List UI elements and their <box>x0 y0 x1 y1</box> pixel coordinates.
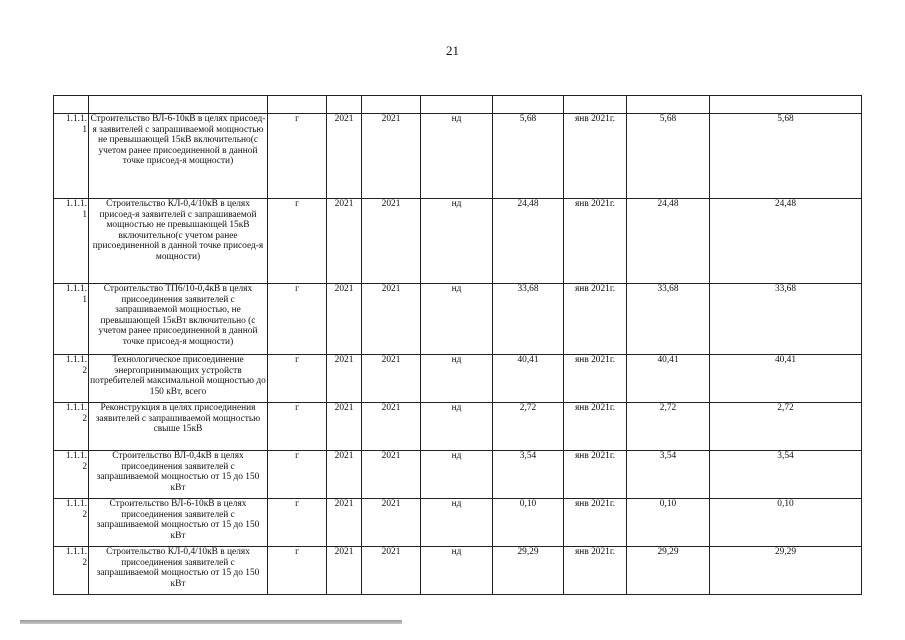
row-code: 1.1.1. 1 <box>54 114 89 199</box>
row-status: нд <box>421 451 493 499</box>
row-year-end: 2021 <box>362 499 421 547</box>
row-code: 1.1.1. 2 <box>54 403 89 451</box>
header-cell <box>362 96 421 114</box>
table-header-row <box>54 96 862 114</box>
table-row <box>54 403 862 451</box>
row-date: янв 2021г. <box>564 199 627 284</box>
header-cell <box>268 96 327 114</box>
row-amount-3: 29,29 <box>710 547 862 595</box>
row-amount-2: 5,68 <box>627 114 710 199</box>
row-code: 1.1.1. 1 <box>54 199 89 284</box>
table-row <box>54 114 862 199</box>
row-date: янв 2021г. <box>564 403 627 451</box>
investment-table <box>53 95 862 595</box>
row-code: 1.1.1. 1 <box>54 284 89 355</box>
row-year-end: 2021 <box>362 199 421 284</box>
row-name: Реконструкция в целях присоединения заявителей с запрашиваемой мощностью свыше 15кВ <box>89 403 268 451</box>
row-date: янв 2021г. <box>564 114 627 199</box>
row-amount-3: 3,54 <box>710 451 862 499</box>
row-year-end: 2021 <box>362 403 421 451</box>
row-letter: г <box>268 199 327 284</box>
row-amount: 5,68 <box>493 114 564 199</box>
row-amount-3: 0,10 <box>710 499 862 547</box>
row-amount-2: 24,48 <box>627 199 710 284</box>
row-amount: 40,41 <box>493 355 564 403</box>
header-cell <box>327 96 362 114</box>
row-status: нд <box>421 199 493 284</box>
row-year-start: 2021 <box>327 499 362 547</box>
page-number: 21 <box>446 43 459 58</box>
row-letter: г <box>268 451 327 499</box>
row-date: янв 2021г. <box>564 355 627 403</box>
row-year-end: 2021 <box>362 114 421 199</box>
row-amount: 24,48 <box>493 199 564 284</box>
table-row <box>54 499 862 547</box>
row-year-end: 2021 <box>362 284 421 355</box>
row-amount-2: 29,29 <box>627 547 710 595</box>
header-cell <box>627 96 710 114</box>
row-amount-3: 24,48 <box>710 199 862 284</box>
footer-divider <box>20 620 402 624</box>
row-name: Строительство ТП6/10-0,4кВ в целях присоединения заявителей с запрашиваемой мощностью, не превышающей 15кВт включительно (с учетом ранее присоединенной в данной точке присоед-я мощности) <box>89 284 268 355</box>
row-amount: 3,54 <box>493 451 564 499</box>
row-letter: г <box>268 284 327 355</box>
row-status: нд <box>421 403 493 451</box>
table-row <box>54 451 862 499</box>
row-amount: 29,29 <box>493 547 564 595</box>
row-name: Строительство ВЛ-6-10кВ в целях присоед-я заявителей с запрашиваемой мощностью не превышающей 15кВ включительно(с учетом ранее присоединенной в данной точке присоед-я мощности) <box>89 114 268 199</box>
table-row <box>54 199 862 284</box>
row-year-start: 2021 <box>327 199 362 284</box>
header-cell <box>54 96 89 114</box>
row-code: 1.1.1. 2 <box>54 499 89 547</box>
row-amount: 0,10 <box>493 499 564 547</box>
row-name: Строительство КЛ-0,4/10кВ в целях присоединения заявителей с запрашиваемой мощностью от 15 до 150 кВт <box>89 547 268 595</box>
row-status: нд <box>421 547 493 595</box>
row-year-start: 2021 <box>327 451 362 499</box>
row-status: нд <box>421 114 493 199</box>
row-amount-3: 5,68 <box>710 114 862 199</box>
row-code: 1.1.1. 2 <box>54 451 89 499</box>
table-row <box>54 284 862 355</box>
row-amount-3: 40,41 <box>710 355 862 403</box>
row-date: янв 2021г. <box>564 547 627 595</box>
row-letter: г <box>268 547 327 595</box>
row-amount: 2,72 <box>493 403 564 451</box>
row-year-start: 2021 <box>327 114 362 199</box>
row-amount-3: 2,72 <box>710 403 862 451</box>
header-cell <box>493 96 564 114</box>
row-name: Строительство КЛ-0,4/10кВ в целях присоед-я заявителей с запрашиваемой мощностью не превышающей 15кВ включительно(с учетом ранее присоединенной в данной точке присоед-я мощности) <box>89 199 268 284</box>
row-year-end: 2021 <box>362 355 421 403</box>
row-year-end: 2021 <box>362 451 421 499</box>
row-amount-2: 2,72 <box>627 403 710 451</box>
row-name: Технологическое присоединение энергопринимающих устройств потребителей максимальной мощностью до 150 кВт, всего <box>89 355 268 403</box>
table-row <box>54 547 862 595</box>
row-amount: 33,68 <box>493 284 564 355</box>
row-status: нд <box>421 284 493 355</box>
row-date: янв 2021г. <box>564 284 627 355</box>
row-code: 1.1.1. 2 <box>54 355 89 403</box>
table-row <box>54 355 862 403</box>
row-year-start: 2021 <box>327 284 362 355</box>
header-cell <box>89 96 268 114</box>
header-cell <box>421 96 493 114</box>
row-name: Строительство ВЛ-6-10кВ в целях присоединения заявителей с запрашиваемой мощностью от 15 до 150 кВт <box>89 499 268 547</box>
row-letter: г <box>268 499 327 547</box>
row-name: Строительство ВЛ-0,4кВ в целях присоединения заявителей с запрашиваемой мощностью от 15 до 150 кВт <box>89 451 268 499</box>
row-amount-3: 33,68 <box>710 284 862 355</box>
row-amount-2: 0,10 <box>627 499 710 547</box>
header-cell <box>710 96 862 114</box>
row-year-start: 2021 <box>327 403 362 451</box>
row-date: янв 2021г. <box>564 499 627 547</box>
row-letter: г <box>268 355 327 403</box>
row-date: янв 2021г. <box>564 451 627 499</box>
header-cell <box>564 96 627 114</box>
row-amount-2: 3,54 <box>627 451 710 499</box>
row-letter: г <box>268 403 327 451</box>
row-letter: г <box>268 114 327 199</box>
row-code: 1.1.1. 2 <box>54 547 89 595</box>
row-status: нд <box>421 355 493 403</box>
row-amount-2: 40,41 <box>627 355 710 403</box>
row-amount-2: 33,68 <box>627 284 710 355</box>
row-year-end: 2021 <box>362 547 421 595</box>
row-year-start: 2021 <box>327 547 362 595</box>
row-year-start: 2021 <box>327 355 362 403</box>
row-status: нд <box>421 499 493 547</box>
